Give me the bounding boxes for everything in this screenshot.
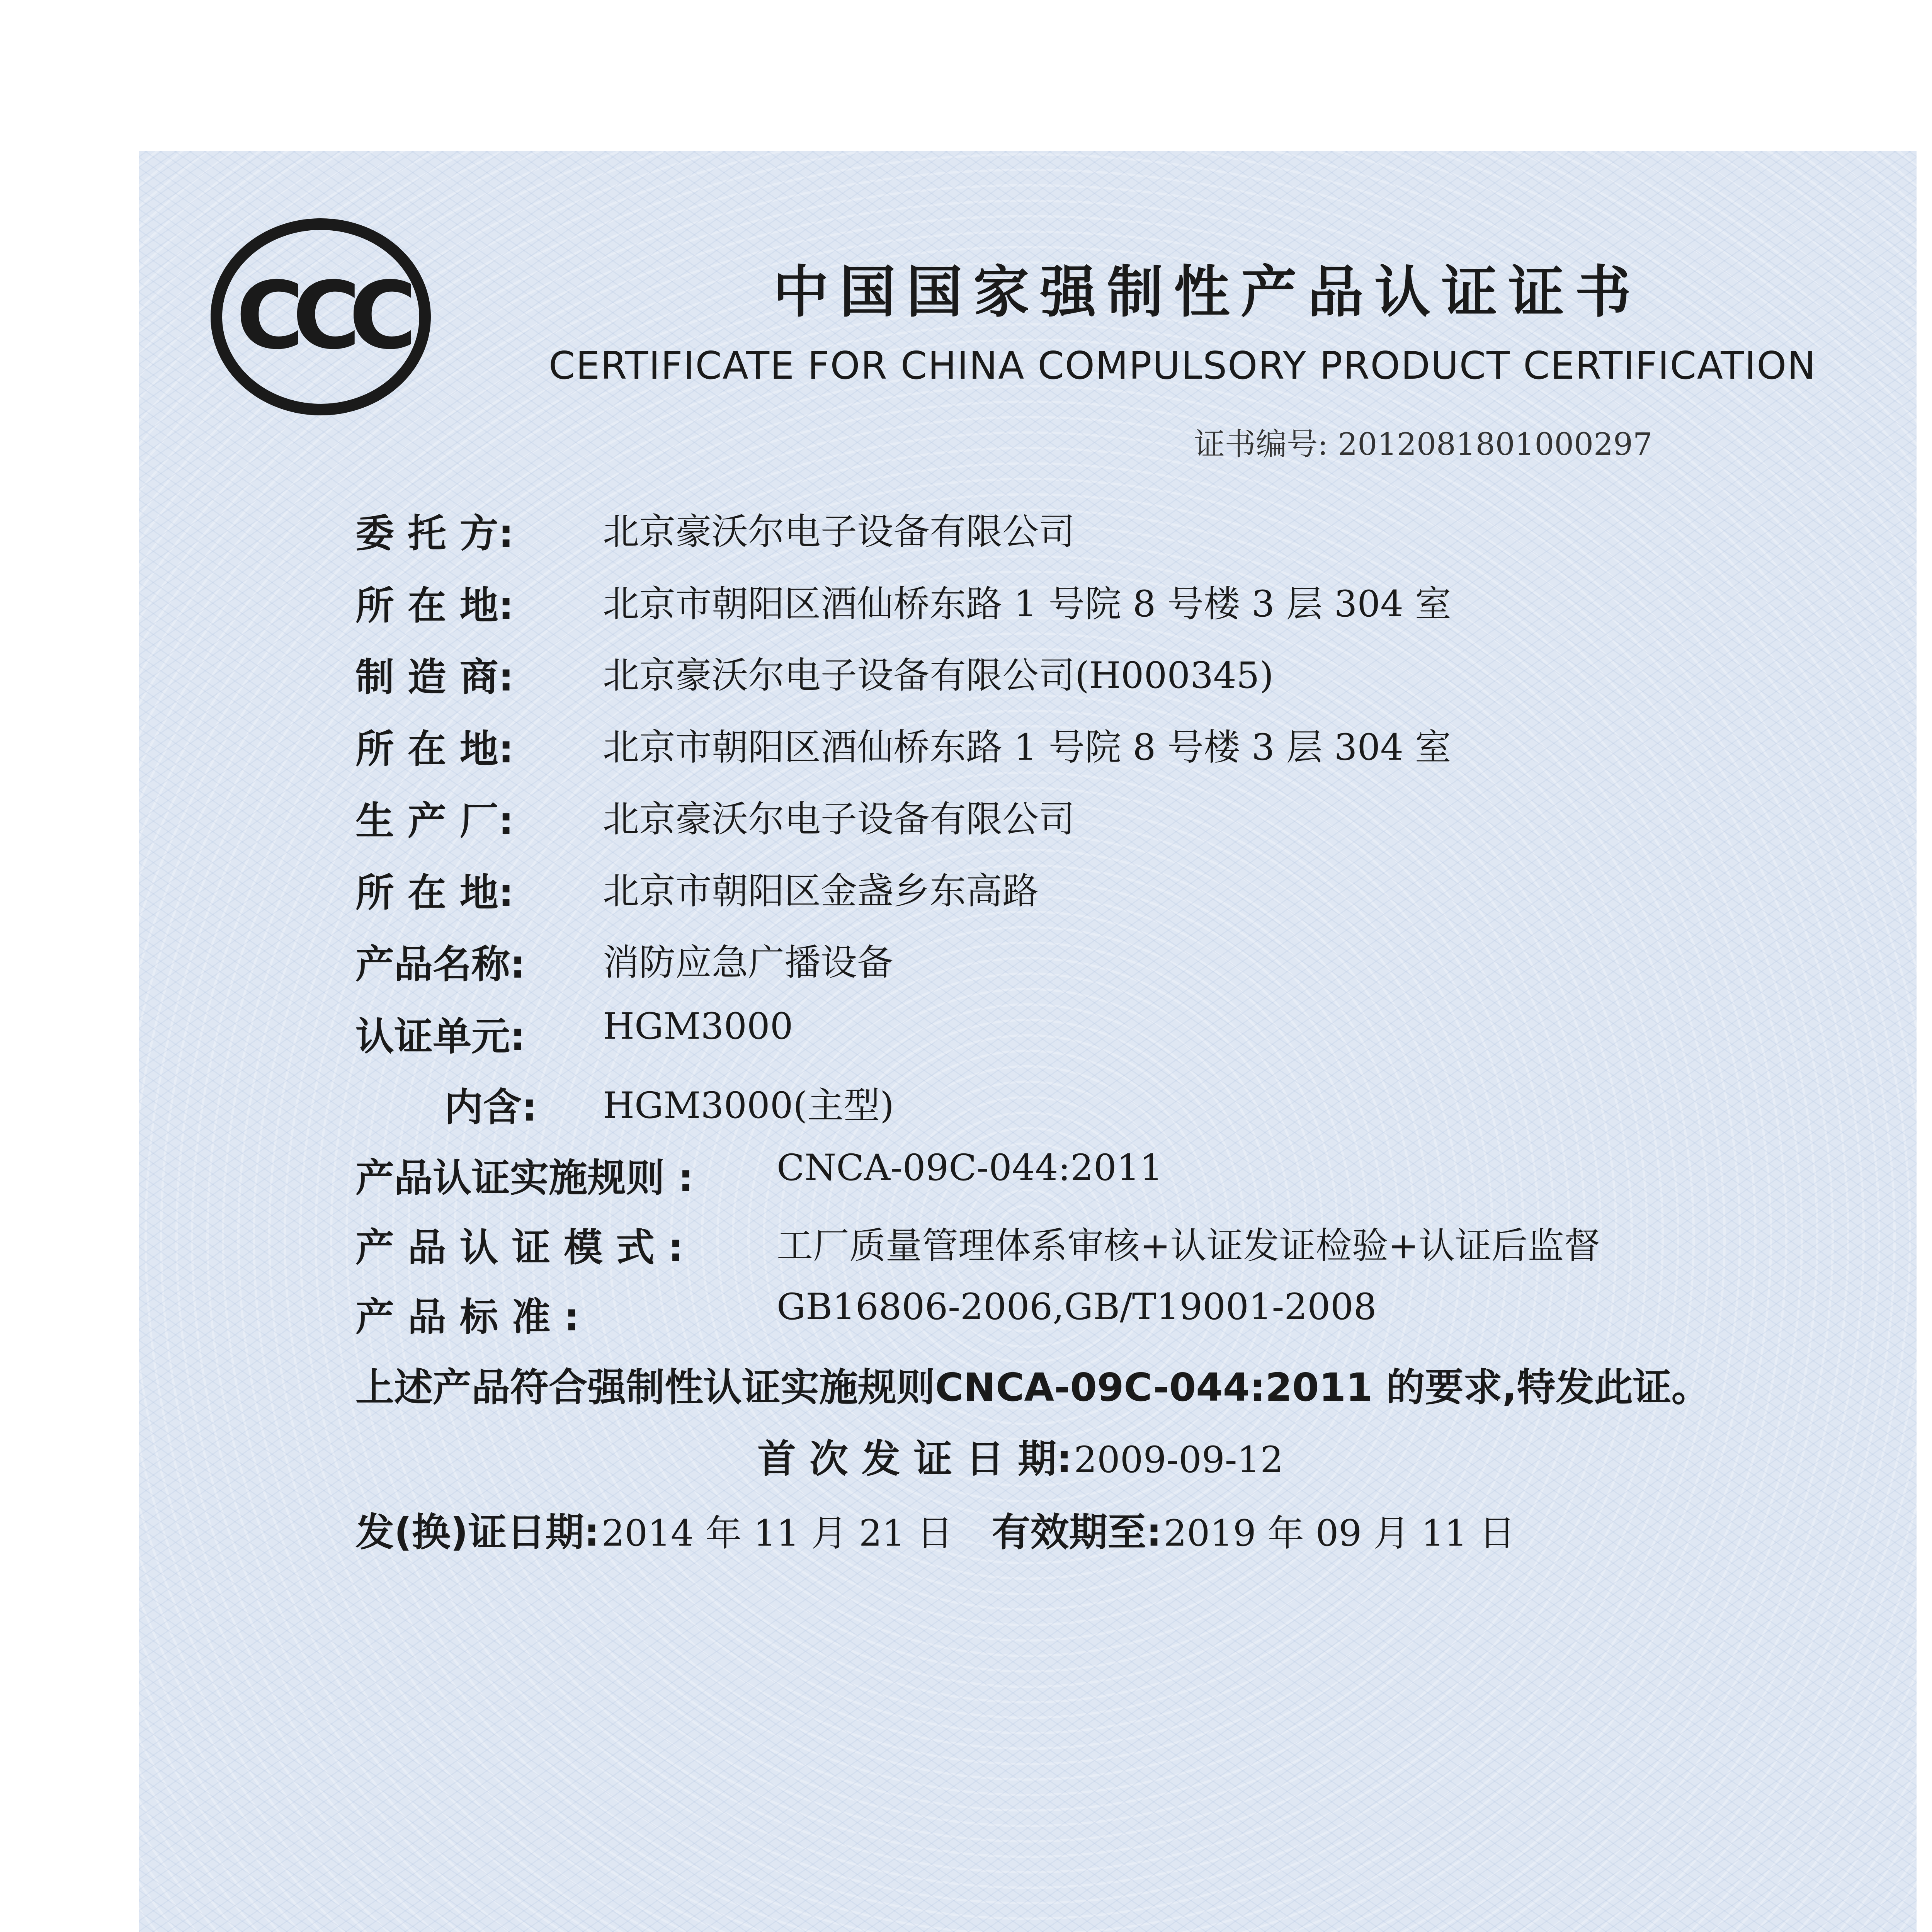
ccc-logo-text: CCC [236, 262, 406, 370]
first-issue-date [757, 1428, 1283, 1483]
first-issue-label: 首 次 发 证 日 期: [757, 1436, 1072, 1481]
field-label-8: 内含: [444, 1085, 537, 1130]
certificate-number-label: 证书编号: [1194, 426, 1328, 462]
field-value-4: 北京豪沃尔电子设备有限公司 [603, 798, 1075, 840]
title-en: CERTIFICATE FOR CHINA COMPULSORY PRODUCT CERTIFICATION [549, 344, 1816, 388]
field-label-2: 制 造 商: [355, 655, 514, 700]
certificate-number [1194, 419, 1653, 464]
title-cn: 中国国家强制性产品认证证书 [773, 260, 1642, 325]
first-issue-value: 2009-09-12 [1074, 1439, 1284, 1481]
field-value-9: CNCA-09C-044:2011 [777, 1147, 1163, 1189]
field-label-5: 所 在 地: [355, 870, 514, 915]
ccc-logo-icon [209, 216, 433, 417]
field-label-11: 产 品 标 准 : [355, 1294, 580, 1340]
field-label-4: 生 产 厂: [355, 798, 514, 844]
field-label-10: 产 品 认 证 模 式 : [355, 1225, 684, 1270]
field-label-0: 委 托 方: [355, 511, 514, 556]
issue-date-row [355, 1501, 1515, 1557]
field-value-6: 消防应急广播设备 [603, 942, 894, 984]
field-label-3: 所 在 地: [355, 726, 514, 772]
field-value-3: 北京市朝阳区酒仙桥东路 1 号院 8 号楼 3 层 304 室 [603, 726, 1451, 769]
field-label-9: 产品认证实施规则 : [355, 1155, 694, 1201]
field-value-5: 北京市朝阳区金盏乡东高路 [603, 870, 1039, 912]
issue-date-value: 2014 年 11 月 21 日 [601, 1512, 953, 1554]
field-label-1: 所 在 地: [355, 583, 514, 628]
issue-date-label: 发(换)证日期: [355, 1510, 600, 1555]
field-value-8: HGM3000(主型) [603, 1085, 894, 1127]
field-value-11: GB16806-2006,GB/T19001-2008 [777, 1286, 1377, 1328]
valid-until-label: 有效期至: [992, 1510, 1162, 1555]
field-value-1: 北京市朝阳区酒仙桥东路 1 号院 8 号楼 3 层 304 室 [603, 583, 1451, 625]
certificate-number-value: 2012081801000297 [1338, 426, 1653, 462]
field-value-10: 工厂质量管理体系审核+认证发证检验+认证后监督 [777, 1225, 1600, 1267]
field-label-7: 认证单元: [355, 1014, 526, 1059]
field-value-0: 北京豪沃尔电子设备有限公司 [603, 511, 1075, 553]
compliance-statement: 上述产品符合强制性认证实施规则CNCA-09C-044:2011 的要求,特发此证。 [355, 1365, 1710, 1410]
valid-until-value: 2019 年 09 月 11 日 [1163, 1512, 1515, 1554]
field-value-2: 北京豪沃尔电子设备有限公司(H000345) [603, 655, 1274, 697]
field-value-7: HGM3000 [603, 1005, 793, 1048]
field-label-6: 产品名称: [355, 942, 526, 987]
